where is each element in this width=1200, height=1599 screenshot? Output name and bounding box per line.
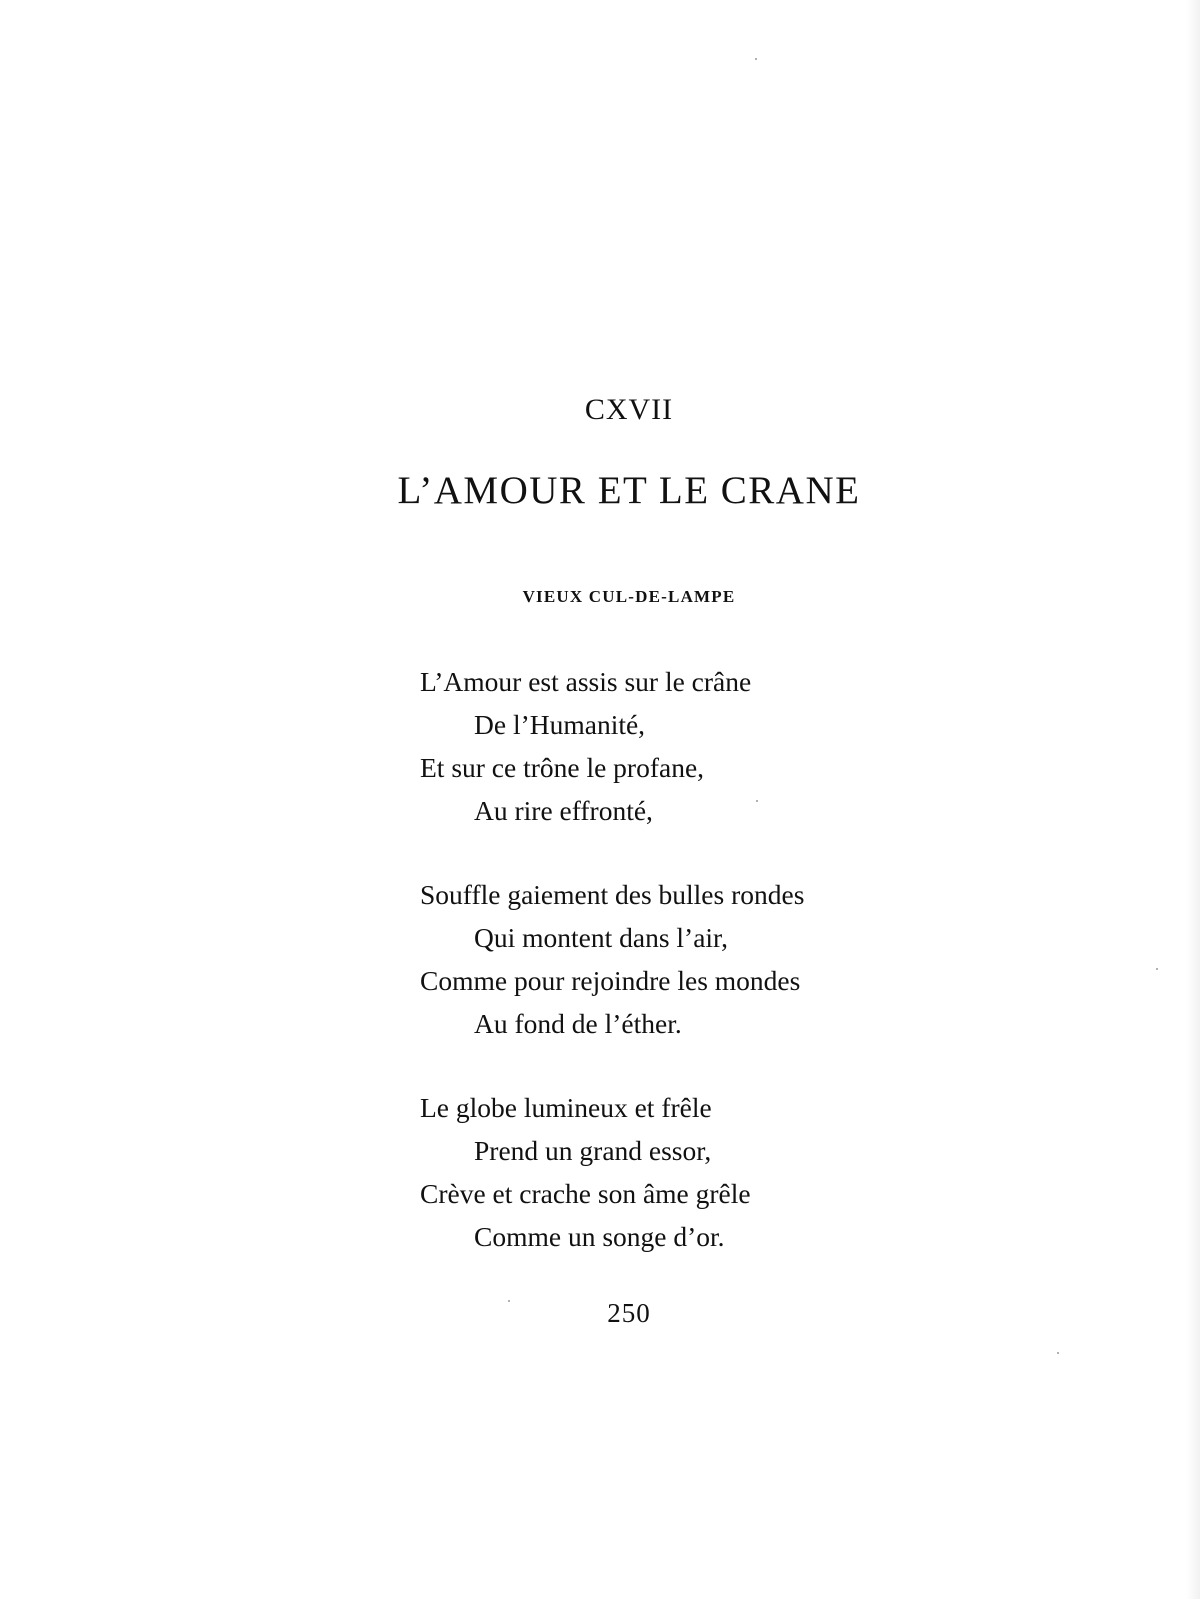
verse-line: Comme pour rejoindre les mondes <box>420 965 801 996</box>
poem-body <box>420 660 940 1299</box>
stanza-2 <box>420 873 940 1045</box>
verse-line: Souffle gaiement des bulles rondes <box>420 879 805 910</box>
verse-line: Au fond de l’éther. <box>474 1008 682 1039</box>
verse-line: Crève et crache son âme grêle <box>420 1178 751 1209</box>
verse-line: Comme un songe d’or. <box>474 1221 725 1252</box>
paper-speck <box>508 1300 510 1302</box>
page-edge-shadow <box>1186 0 1200 1599</box>
verse-line: Qui montent dans l’air, <box>474 922 728 953</box>
stanza-3 <box>420 1086 940 1258</box>
verse-line: Le globe lumineux et frêle <box>420 1092 712 1123</box>
stanza-1 <box>420 660 940 832</box>
page-number: 250 <box>607 1298 651 1328</box>
verse-line: Et sur ce trône le profane, <box>420 752 705 783</box>
paper-speck <box>1057 1352 1059 1354</box>
paper-speck <box>755 58 757 60</box>
chapter-numeral: CXVII <box>584 393 674 426</box>
poem-subtitle: VIEUX CUL-DE-LAMPE <box>522 587 736 606</box>
verse-line: L’Amour est assis sur le crâne <box>420 666 752 697</box>
paper-speck <box>756 800 758 802</box>
verse-line: De l’Humanité, <box>474 709 646 740</box>
poem-title: L’AMOUR ET LE CRANE <box>397 469 861 512</box>
verse-line: Prend un grand essor, <box>474 1135 712 1166</box>
paper-speck <box>1156 968 1158 970</box>
verse-line: Au rire effronté, <box>474 795 653 826</box>
